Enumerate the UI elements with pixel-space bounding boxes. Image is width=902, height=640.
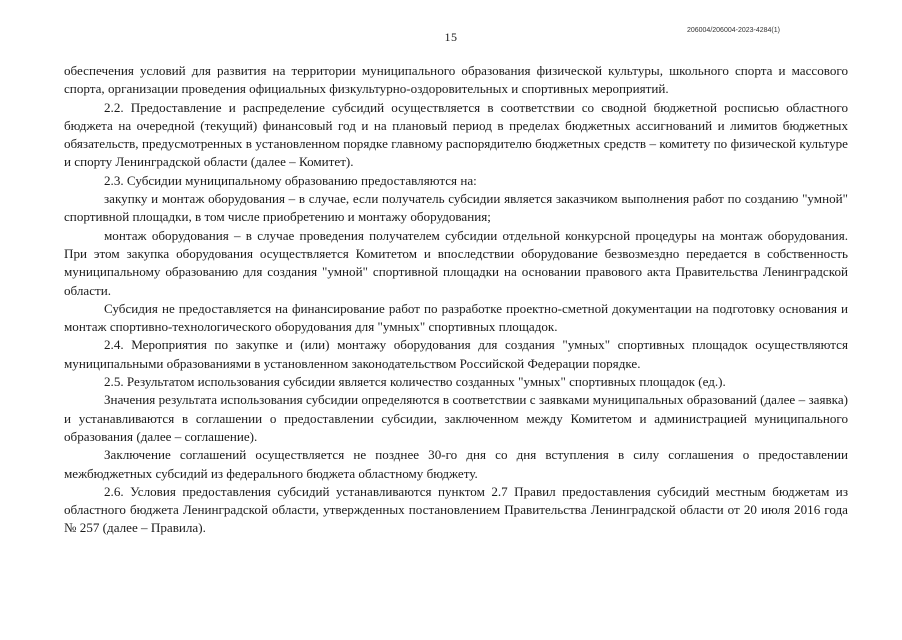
paragraph-2-3: 2.3. Субсидии муниципальному образованию предоставляются на:: [104, 172, 477, 188]
document-code: 206004/206004-2023-4284(1): [686, 27, 780, 34]
paragraph-result-values: Значения результата использования субсидии определяются в соответствии с заявками муниципальных образований (далее – заявка) и устанавливаются в соглашении о предоставлении субсидии, заключенном между Комитетом и администрацией муниципального образования (далее – соглашение).: [64, 392, 848, 444]
paragraph-continuation: обеспечения условий для развития на территории муниципального образования физической культуры, школьного спорта и массового спорта, организации проведения официальных физкультурно-оздоровительных и спортивных мероприятий.: [64, 63, 848, 97]
paragraph-2-4: 2.4. Мероприятия по закупке и (или) монтажу оборудования для создания "умных" спортивных площадок осуществляются муниципальными образованиями в установленном законодательством Российской Федерации порядке.: [64, 337, 848, 371]
paragraph-agreement-deadline: Заключение соглашений осуществляется не позднее 30-го дня со дня вступления в силу соглашения о предоставлении межбюджетных субсидий из федерального бюджета областному бюджету.: [64, 447, 848, 481]
paragraph-install-only: монтаж оборудования – в случае проведения получателем субсидии отдельной конкурсной процедуры на монтаж оборудования. При этом закупка оборудования осуществляется Комитетом и впоследствии оборудование безвозмездно передается в собственность муниципальному образованию для создания "умной" спортивной площадки на основании правового акта Правительства Ленинградской области.: [64, 227, 848, 298]
document-body: [64, 62, 848, 538]
page-number: 15: [444, 30, 458, 44]
paragraph-purchase-install: закупку и монтаж оборудования – в случае, если получатель субсидии является заказчиком выполнения работ по созданию "умной" спортивной площадки, в том числе приобретению и монтажу оборудования;: [64, 191, 848, 225]
paragraph-2-5: 2.5. Результатом использования субсидии является количество созданных "умных" спортивных площадок (ед.).: [104, 374, 726, 390]
paragraph-2-6: 2.6. Условия предоставления субсидий устанавливаются пунктом 2.7 Правил предоставления субсидий местным бюджетам из областного бюджета Ленинградской области, утвержденных постановлением Правительства Ленинградской области от 20 июля 2016 года № 257 (далее – Правила).: [64, 483, 848, 536]
paragraph-subsidy-exclusion: Субсидия не предоставляется на финансирование работ по разработке проектно-сметной документации на подготовку основания и монтаж спортивно-технологического оборудования для "умных" спортивных площадок.: [64, 300, 848, 335]
paragraph-2-2: 2.2. Предоставление и распределение субсидий осуществляется в соответствии со сводной бюджетной росписью областного бюджета на очередной (текущий) финансовый год и на плановый период в пределах бюджетных ассигнований и лимитов бюджетных обязательств, предусмотренных в установленном порядке главному распорядителю бюджетных средств – комитету по физической культуре и спорту Ленинградской области (далее – Комитет).: [64, 99, 848, 170]
